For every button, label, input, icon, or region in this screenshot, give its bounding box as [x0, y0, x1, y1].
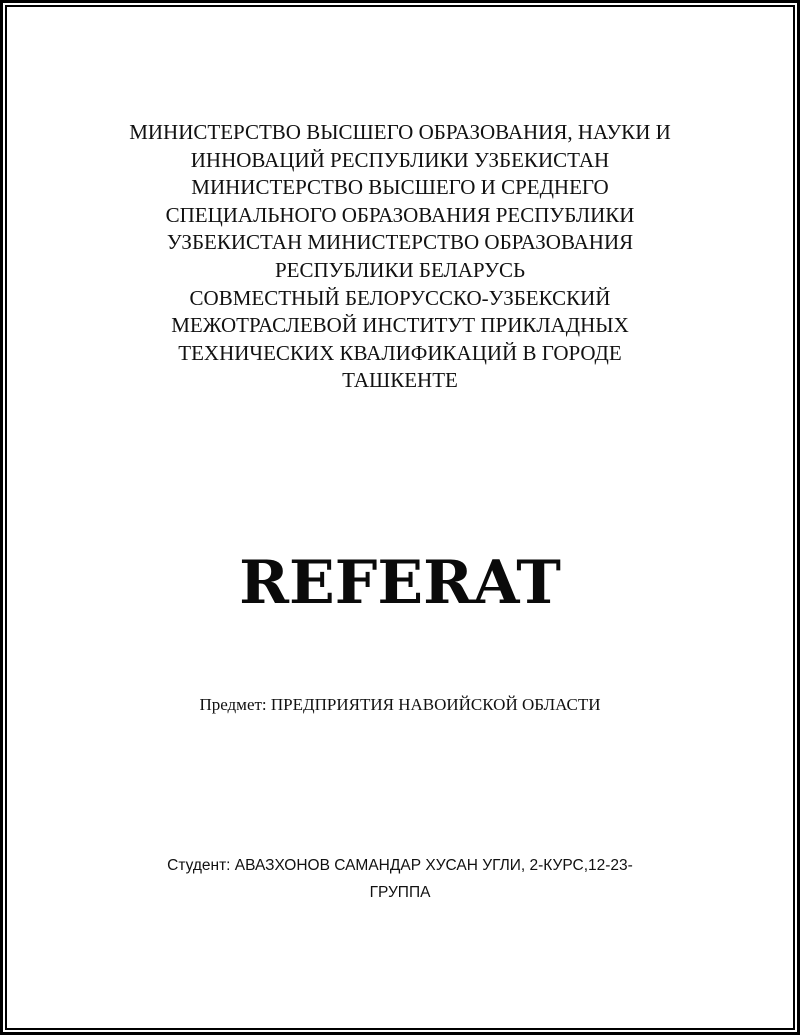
document-title: REFERAT — [239, 548, 561, 618]
header-line: РЕСПУБЛИКИ БЕЛАРУСЬ — [274, 257, 526, 282]
institution-header — [0, 119, 800, 395]
header-line: МИНИСТЕРСТВО ВЫСШЕГО ОБРАЗОВАНИЯ, НАУКИ И — [129, 120, 671, 144]
subject-value: ПРЕДПРИЯТИЯ НАВОИЙСКОЙ ОБЛАСТИ — [270, 695, 601, 714]
header-line: ТЕХНИЧЕСКИХ КВАЛИФИКАЦИЙ В ГОРОДЕ — [178, 340, 622, 365]
header-line: УЗБЕКИСТАН МИНИСТЕРСТВО ОБРАЗОВАНИЯ — [166, 230, 634, 255]
header-line: СПЕЦИАЛЬНОГО ОБРАЗОВАНИЯ РЕСПУБЛИКИ — [165, 202, 635, 227]
student-line-1: Студент: АВАЗХОНОВ САМАНДАР ХУСАН УГЛИ, 2-КУРС,12-23- — [167, 857, 633, 874]
header-line: МЕЖОТРАСЛЕВОЙ ИНСТИТУТ ПРИКЛАДНЫХ — [171, 313, 629, 338]
header-line: ТАШКЕНТЕ — [342, 368, 458, 393]
student-info — [0, 852, 800, 906]
header-line: ИННОВАЦИЙ РЕСПУБЛИКИ УЗБЕКИСТАН — [190, 147, 610, 172]
subject-label: Предмет: — [199, 695, 267, 714]
student-line-2: ГРУППА — [369, 884, 431, 901]
subject-line — [0, 694, 800, 716]
header-line: СОВМЕСТНЫЙ БЕЛОРУССКО-УЗБЕКСКИЙ — [189, 285, 611, 310]
header-line: МИНИСТЕРСТВО ВЫСШЕГО И СРЕДНЕГО — [191, 175, 609, 200]
